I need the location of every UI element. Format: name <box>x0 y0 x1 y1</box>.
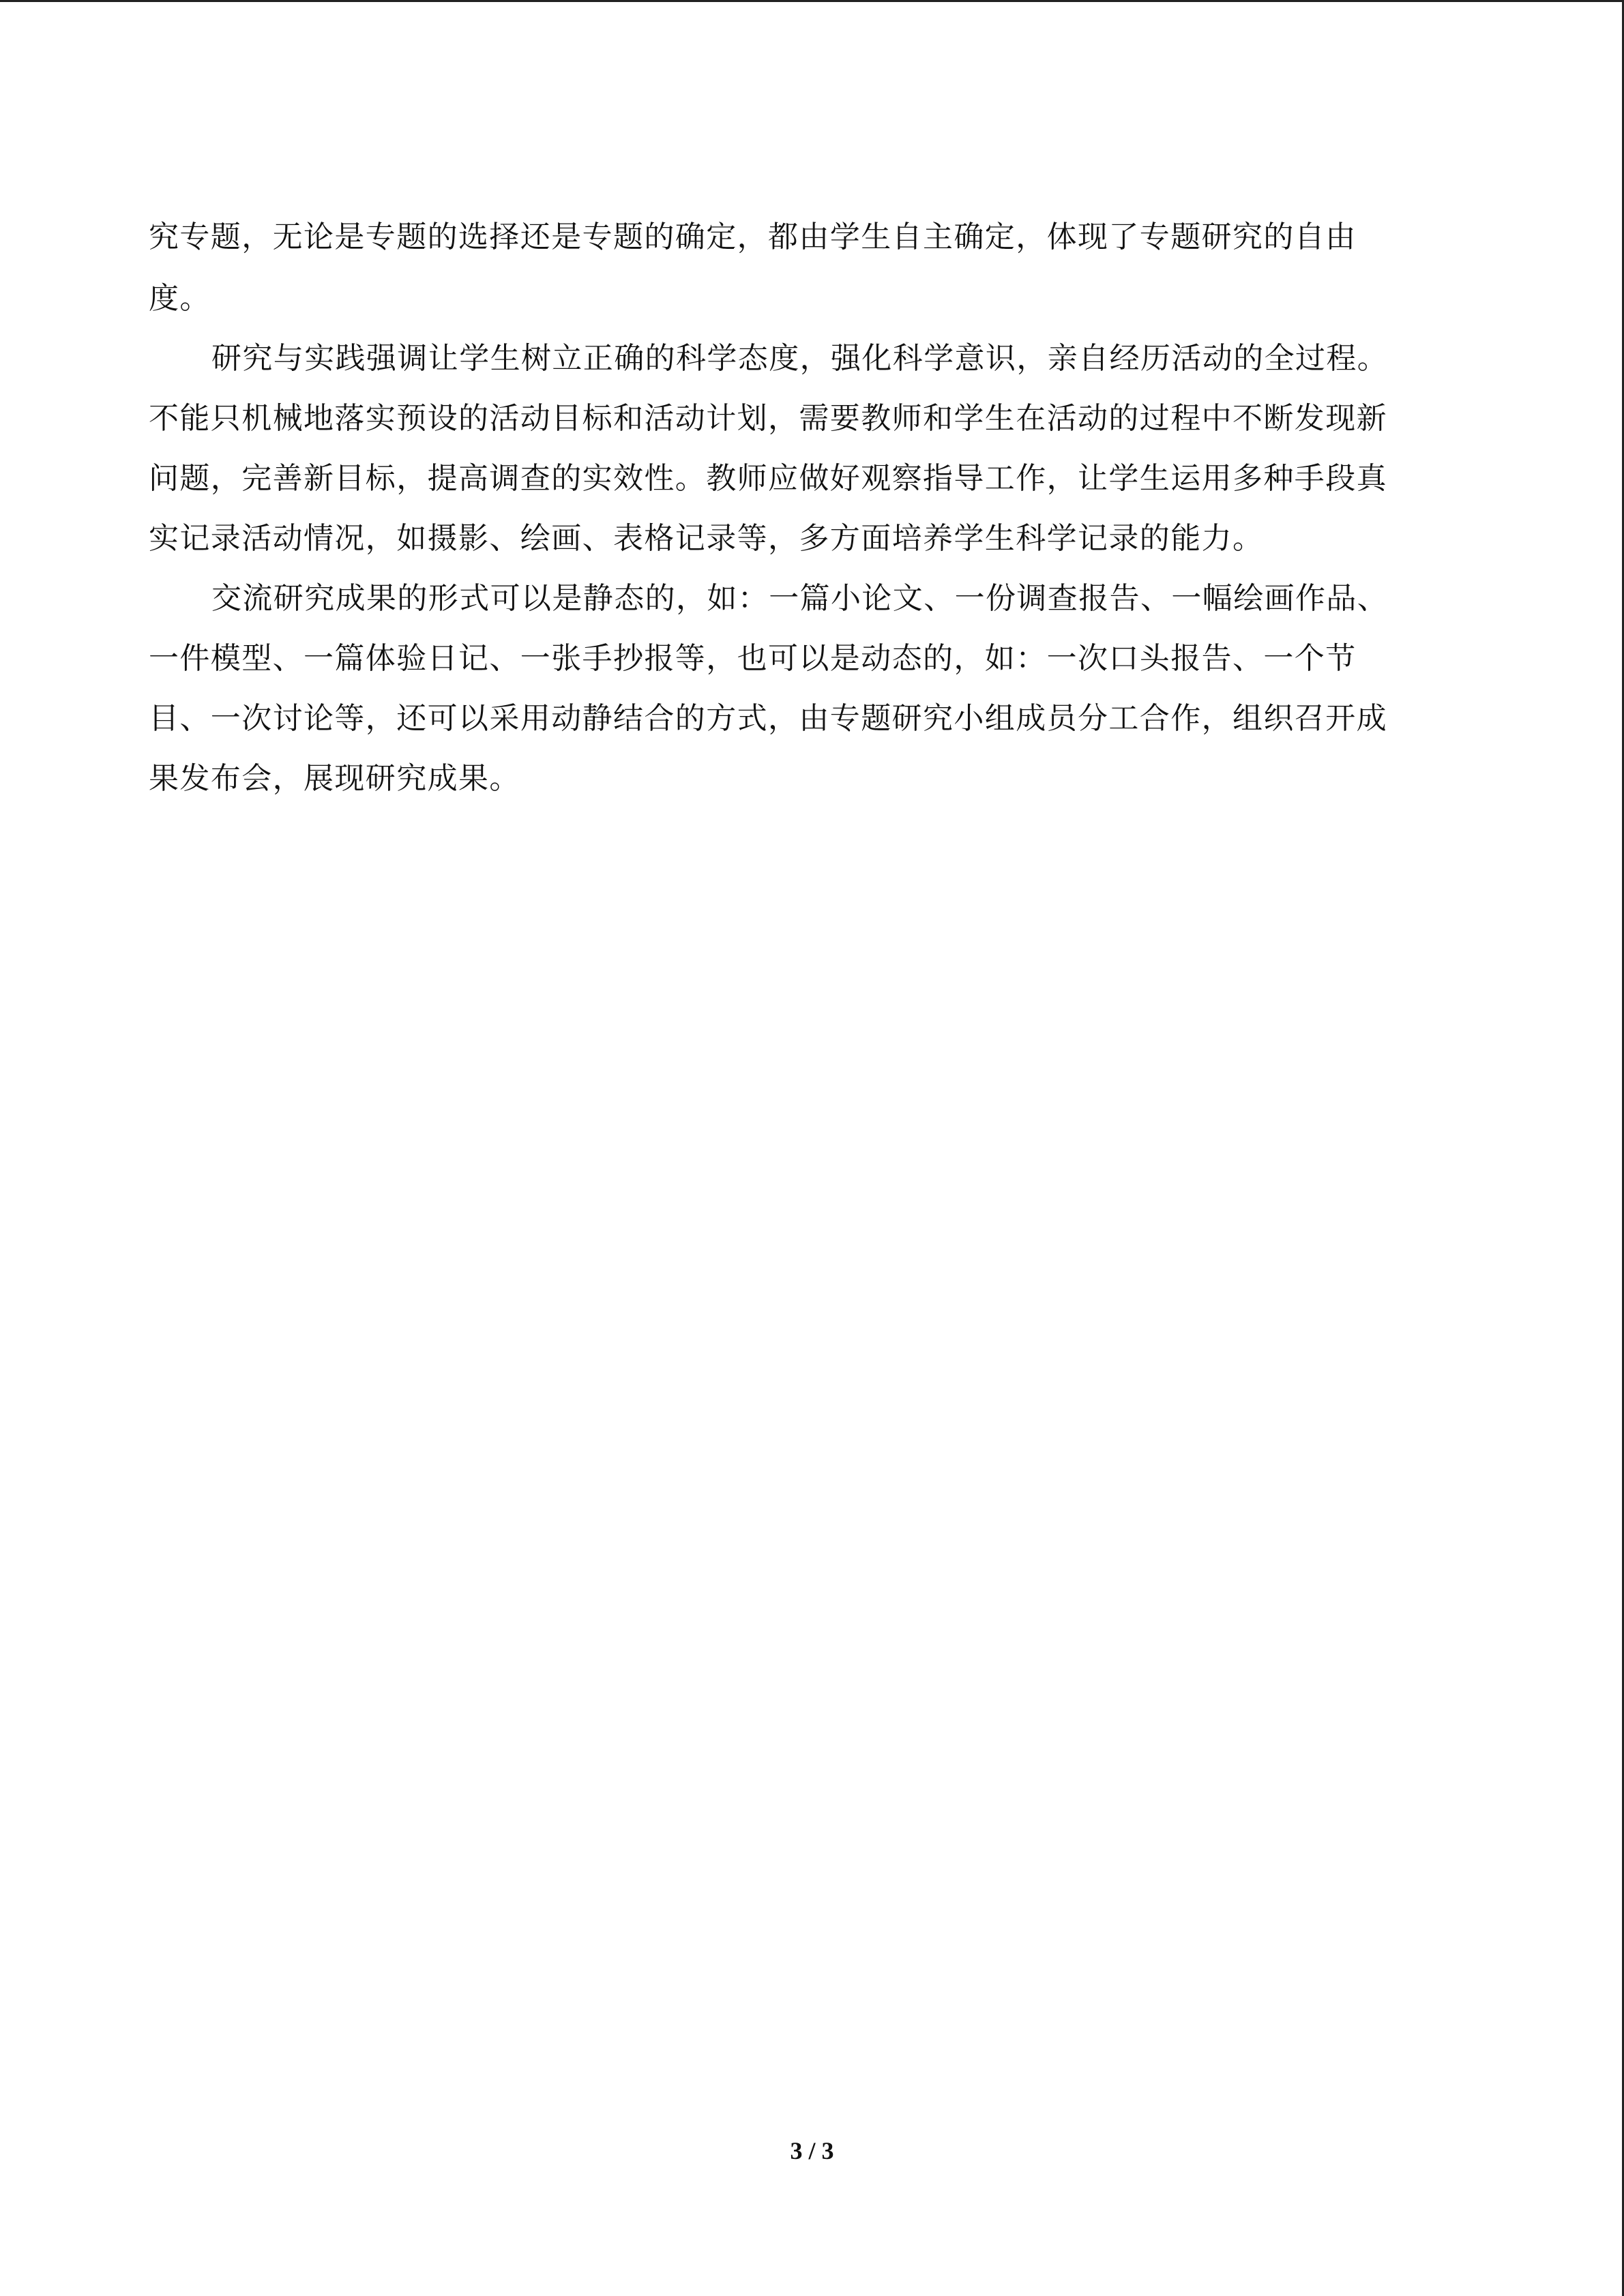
paragraph-2-line-3: 问题，完善新目标，提高调查的实效性。教师应做好观察指导工作，让学生运用多种手段真 <box>149 461 1387 496</box>
paragraph-2-line-1: 研究与实践强调让学生树立正确的科学态度，强化科学意识，亲自经历活动的全过程。 <box>211 341 1389 376</box>
paragraph-1-line-2: 度。 <box>149 281 211 316</box>
paragraph-3-line-4: 果发布会，展现研究成果。 <box>149 761 520 796</box>
page-number: 3 / 3 <box>790 2137 834 2164</box>
paragraph-3-line-1: 交流研究成果的形式可以是静态的，如：一篇小论文、一份调查报告、一幅绘画作品、 <box>211 581 1389 616</box>
paragraph-3-line-3: 目、一次讨论等，还可以采用动静结合的方式，由专题研究小组成员分工合作，组织召开成 <box>149 701 1387 736</box>
paragraph-1-line-1: 究专题，无论是专题的选择还是专题的确定，都由学生自主确定，体现了专题研究的自由 <box>149 220 1357 254</box>
paragraph-3-line-2: 一件模型、一篇体验日记、一张手抄报等，也可以是动态的，如：一次口头报告、一个节 <box>149 641 1357 676</box>
paragraph-2-line-4: 实记录活动情况，如摄影、绘画、表格记录等，多方面培养学生科学记录的能力。 <box>149 521 1264 556</box>
paragraph-2-line-2: 不能只机械地落实预设的活动目标和活动计划，需要教师和学生在活动的过程中不断发现新 <box>149 401 1387 436</box>
